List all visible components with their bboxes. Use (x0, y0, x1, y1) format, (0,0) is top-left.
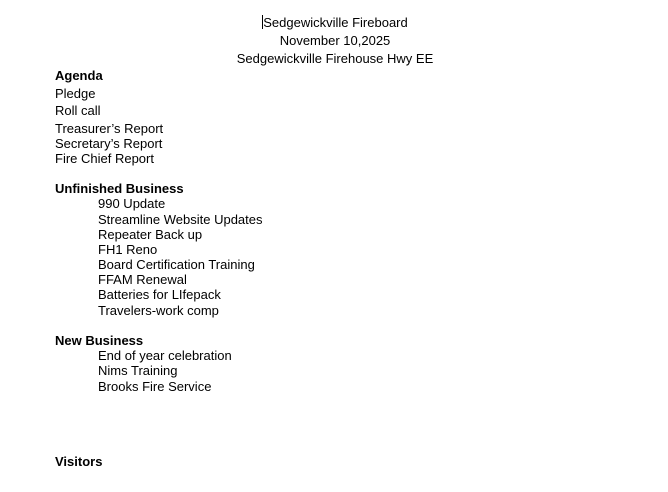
unfinished-item: Repeater Back up (98, 227, 203, 242)
header-date: November 10,2025 (279, 33, 391, 48)
new-business-item: Nims Training (98, 363, 178, 378)
agenda-item: Secretary’s Report (55, 136, 163, 151)
agenda-item: Fire Chief Report (55, 151, 154, 166)
new-business-item: End of year celebration (98, 348, 232, 363)
unfinished-item: FH1 Reno (98, 242, 158, 257)
visitors-heading: Visitors (55, 454, 103, 469)
agenda-item: Roll call (55, 103, 101, 118)
header-org-line (0, 15, 668, 30)
unfinished-business-heading: Unfinished Business (55, 181, 184, 196)
unfinished-item: Board Certification Training (98, 257, 255, 272)
unfinished-item: FFAM Renewal (98, 272, 187, 287)
unfinished-item: Batteries for LIfepack (98, 287, 221, 302)
agenda-heading: Agenda (55, 68, 103, 83)
unfinished-item: Travelers-work comp (98, 303, 219, 318)
agenda-item: Pledge (55, 86, 96, 101)
unfinished-item: Streamline Website Updates (98, 212, 263, 227)
new-business-item: Brooks Fire Service (98, 379, 212, 394)
header-org: Sedgewickville Fireboard (263, 15, 408, 30)
new-business-heading: New Business (55, 333, 144, 348)
agenda-item: Treasurer’s Report (55, 121, 164, 136)
unfinished-item: 990 Update (98, 196, 166, 211)
header-location: Sedgewickville Firehouse Hwy EE (236, 51, 434, 66)
